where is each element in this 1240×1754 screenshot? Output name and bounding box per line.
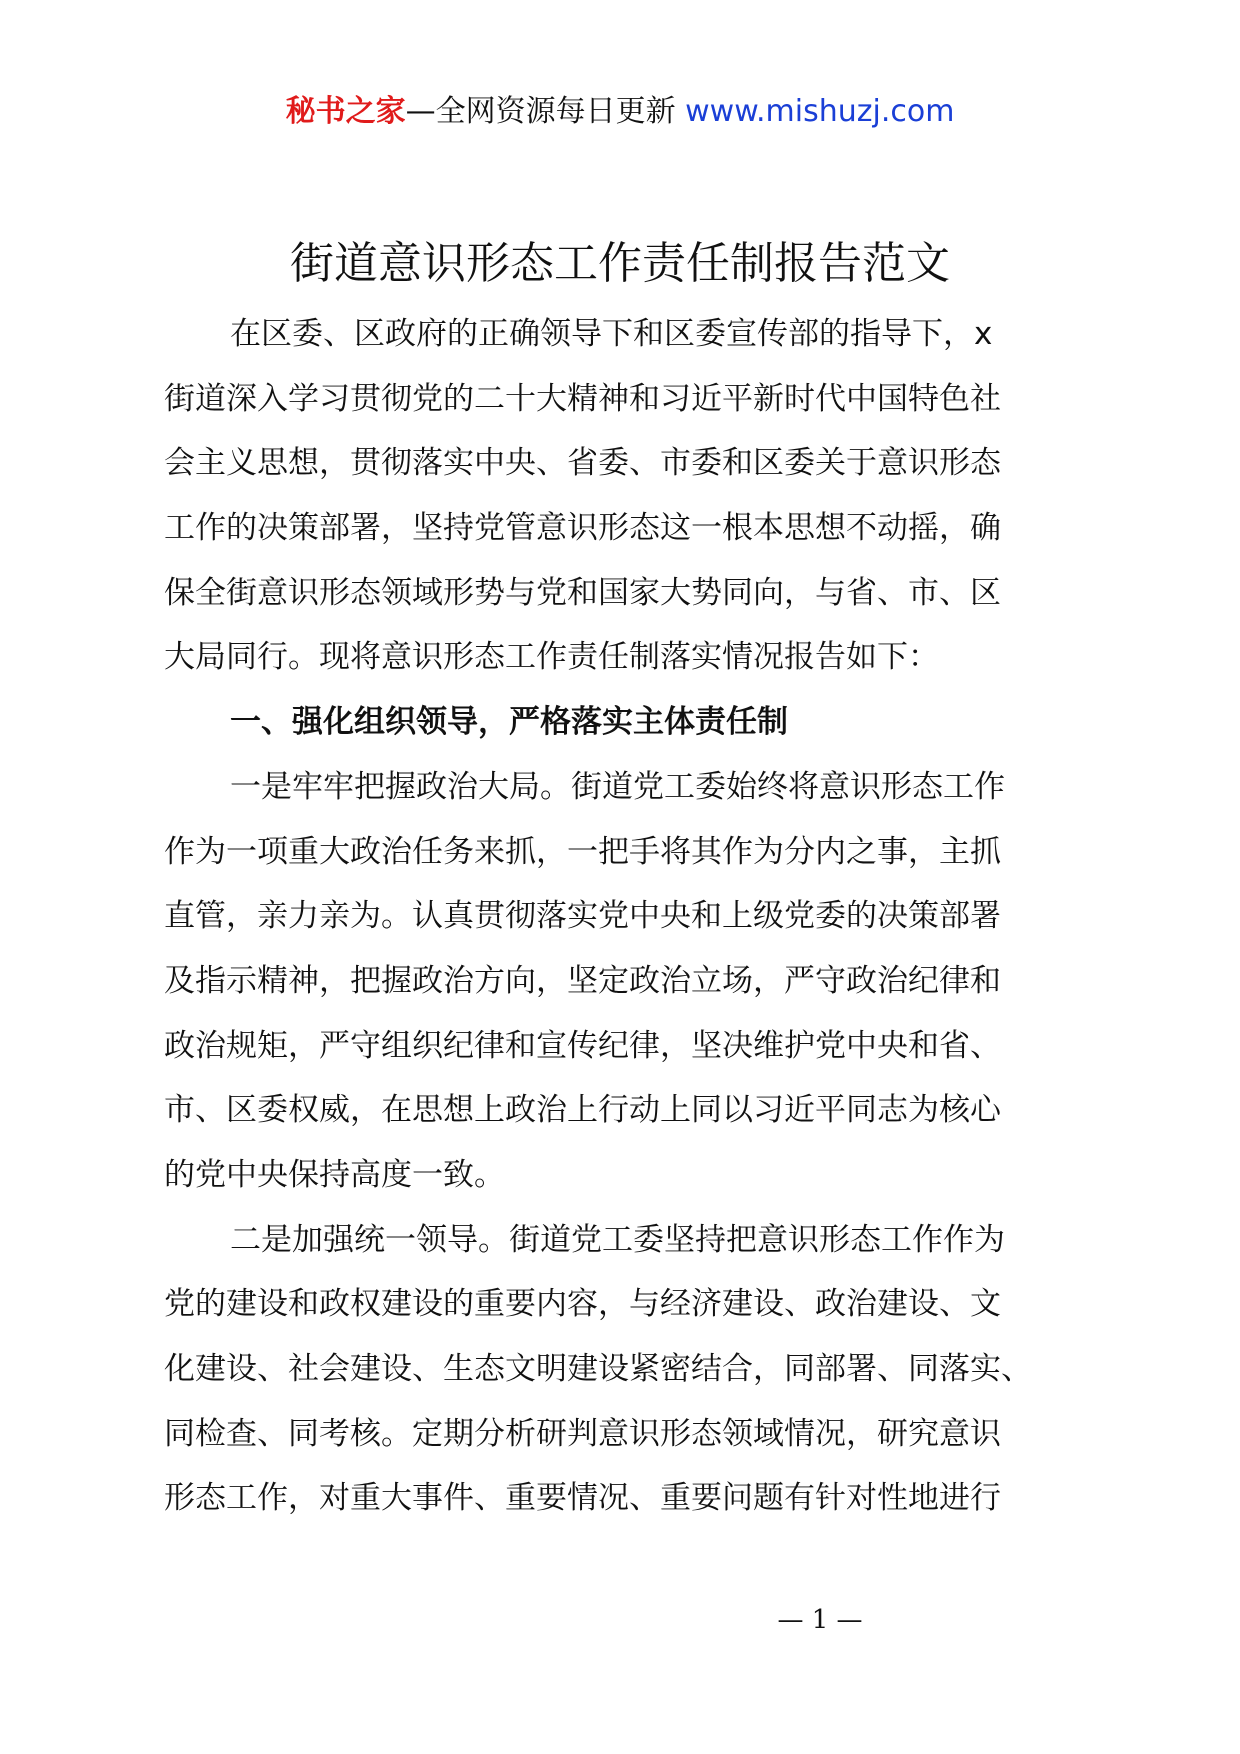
site-url-link[interactable]: www.mishuzj.com (685, 94, 955, 129)
paragraph-line: 党的建设和政权建设的重要内容，与经济建设、政治建设、文 (164, 1286, 1001, 1323)
page-number: — 1 — (777, 1605, 863, 1635)
paragraph-line: 保全街意识形态领域形势与党和国家大势同向，与省、市、区 (164, 574, 1001, 611)
document-title: 街道意识形态工作责任制报告范文 (290, 238, 950, 289)
document-body (164, 302, 1094, 1531)
paragraph-line: 及指示精神，把握政治方向，坚定政治立场，严守政治纪律和 (164, 962, 1001, 999)
paragraph-line: 会主义思想，贯彻落实中央、省委、市委和区委关于意识形态 (164, 445, 1001, 482)
paragraph-line: 街道深入学习贯彻党的二十大精神和习近平新时代中国特色社 (164, 380, 1001, 417)
paragraph-line: 在区委、区政府的正确领导下和区委宣传部的指导下，x (230, 316, 993, 352)
paragraph-line: 形态工作，对重大事件、重要情况、重要问题有针对性地进行 (164, 1480, 1001, 1517)
paragraph-line: 作为一项重大政治任务来抓，一把手将其作为分内之事，主抓 (164, 833, 1001, 870)
brand-name: 秘书之家 (285, 94, 406, 129)
header-tagline: —全网资源每日更新 (405, 94, 676, 129)
paragraph-line: 大局同行。现将意识形态工作责任制落实情况报告如下： (164, 639, 939, 676)
paragraph-line: 一是牢牢把握政治大局。街道党工委始终将意识形态工作 (230, 768, 1005, 805)
paragraph-line: 的党中央保持高度一致。 (164, 1156, 505, 1193)
paragraph-line: 政治规矩，严守组织纪律和宣传纪律，坚决维护党中央和省、 (164, 1027, 1001, 1064)
paragraph-line: 市、区委权威，在思想上政治上行动上同以习近平同志为核心 (164, 1092, 1001, 1129)
site-header (0, 92, 1240, 132)
paragraph-line: 二是加强统一领导。街道党工委坚持把意识形态工作作为 (230, 1221, 1005, 1258)
section-heading: 一、强化组织领导，严格落实主体责任制 (230, 704, 788, 741)
paragraph-line: 化建设、社会建设、生态文明建设紧密结合，同部署、同落实、 (164, 1351, 1032, 1387)
paragraph-line: 工作的决策部署，坚持党管意识形态这一根本思想不动摇，确 (164, 510, 1001, 547)
paragraph-line: 同检查、同考核。定期分析研判意识形态领域情况，研究意识 (164, 1415, 1001, 1452)
paragraph-line: 直管，亲力亲为。认真贯彻落实党中央和上级党委的决策部署 (164, 898, 1001, 935)
